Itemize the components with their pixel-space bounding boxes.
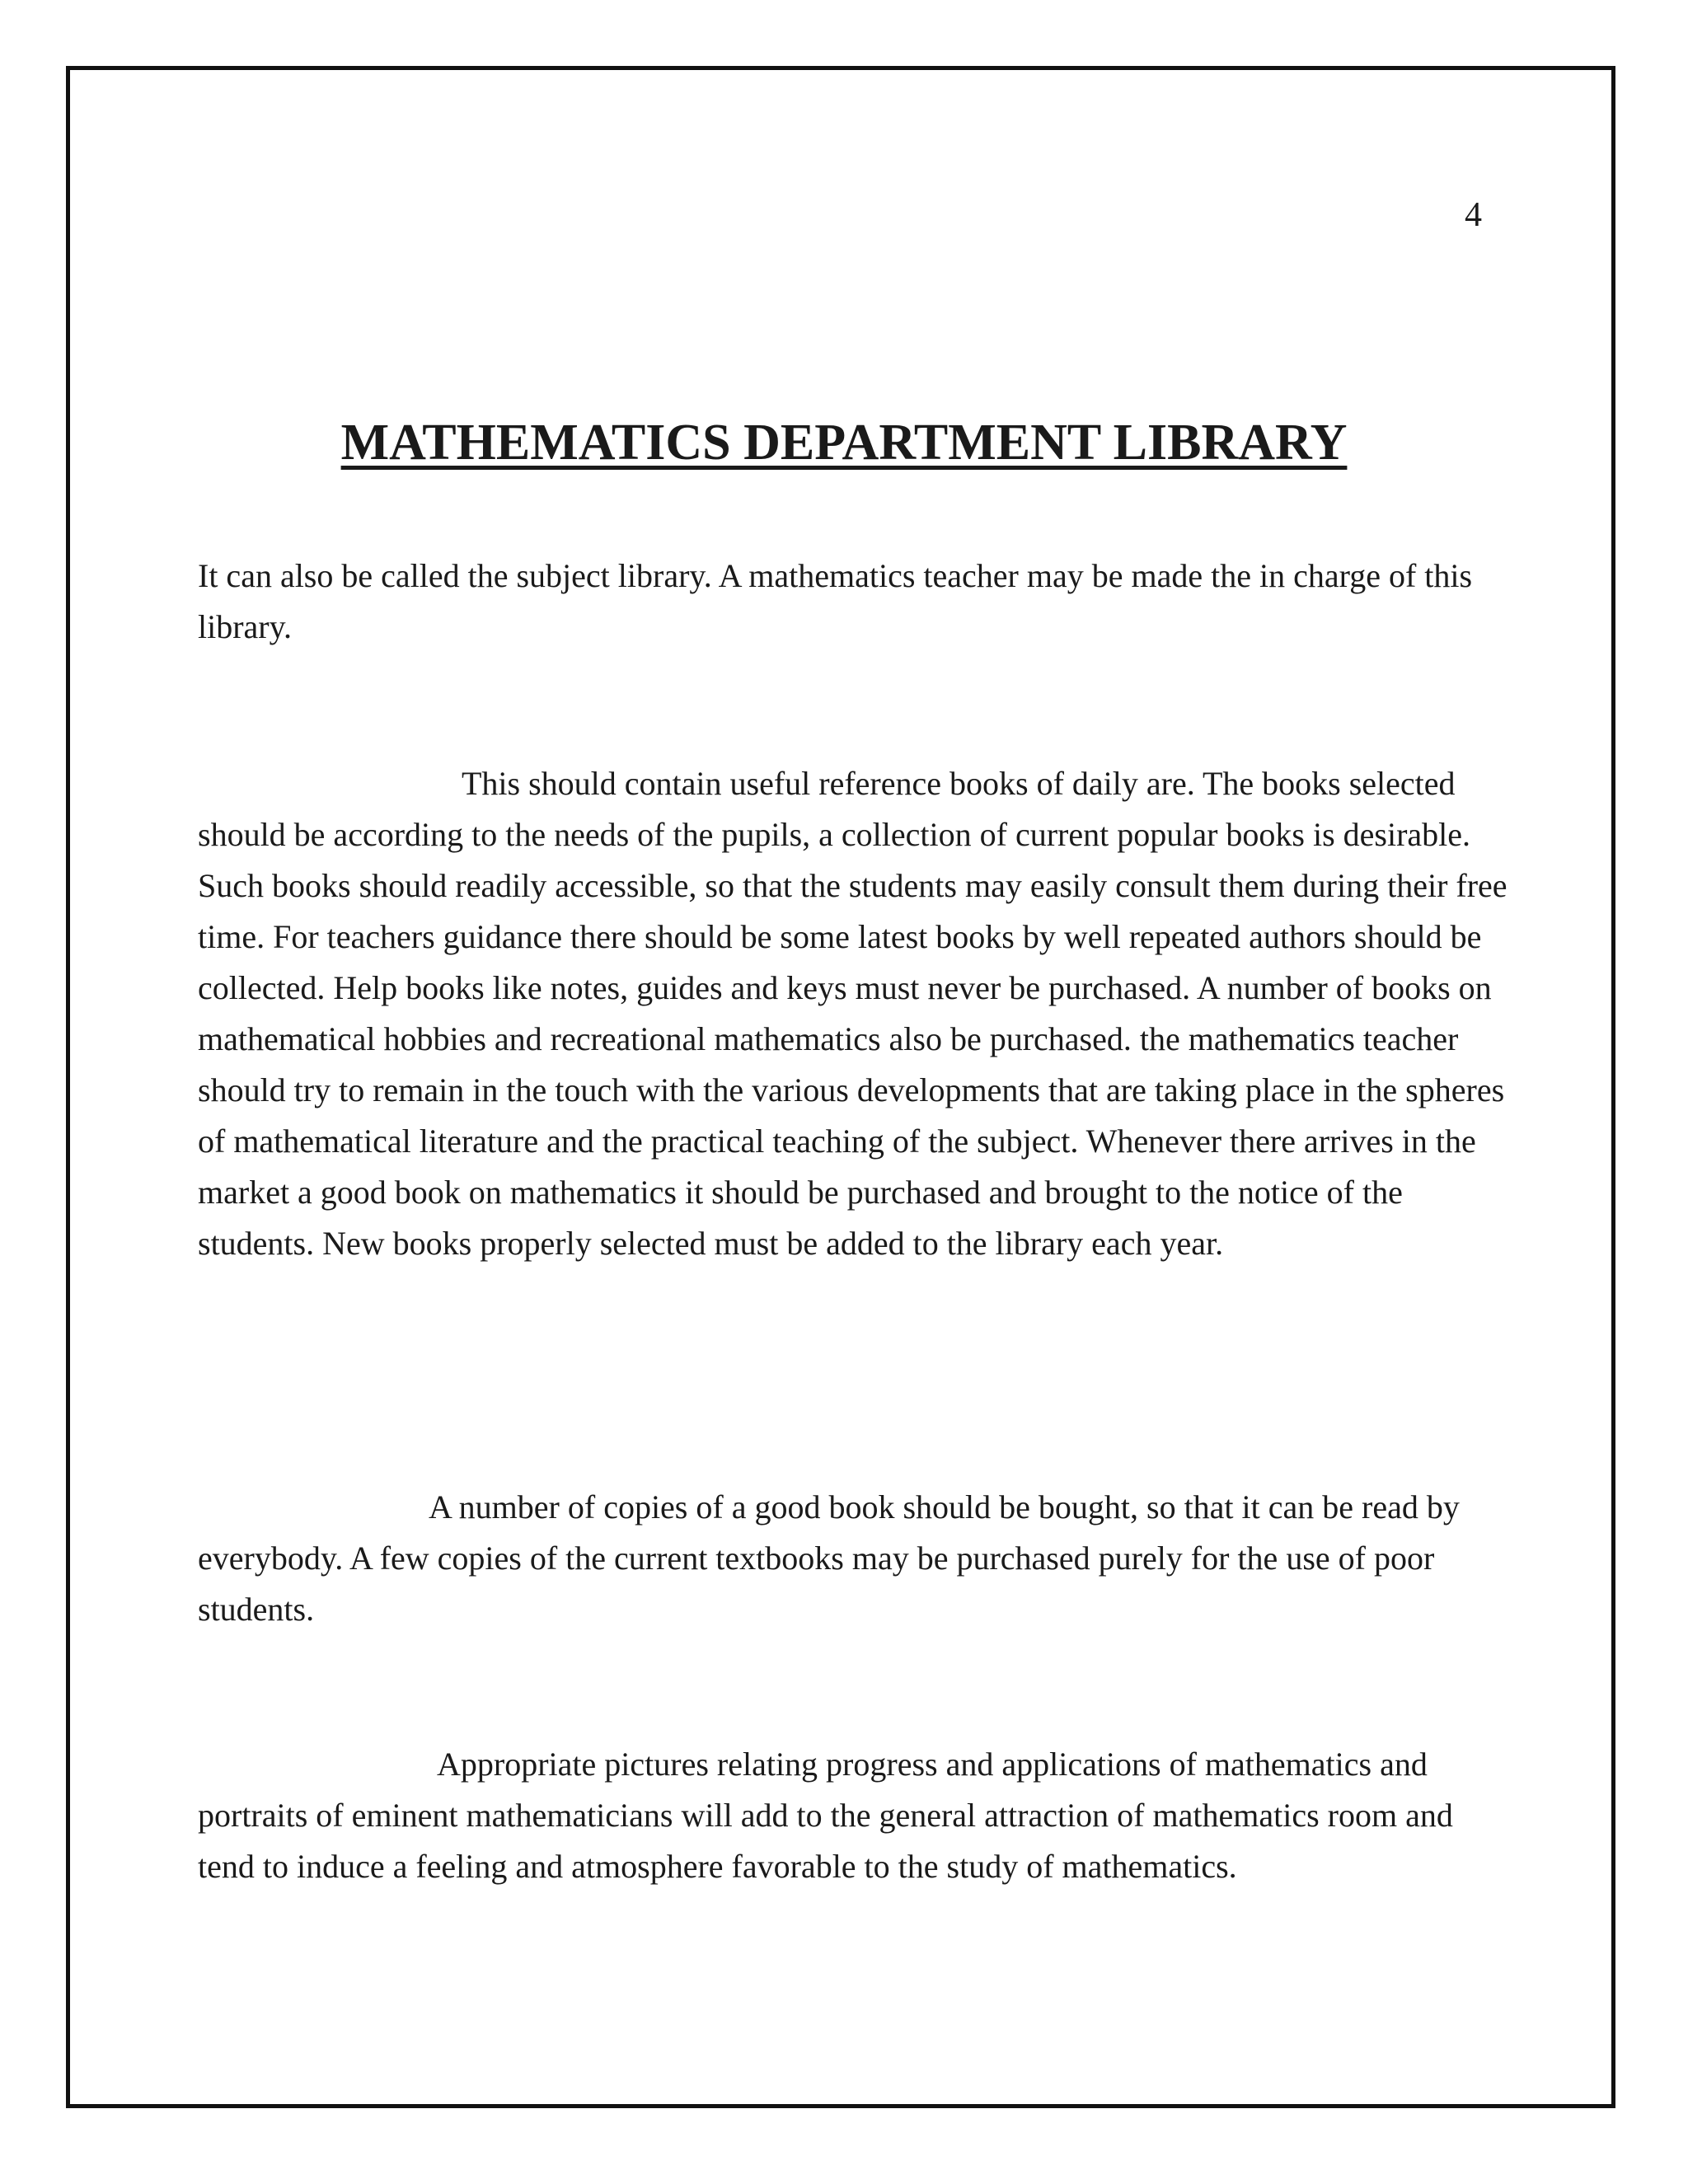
paragraph-pictures: Appropriate pictures relating progress and applications of mathematics and portraits of eminent mathematicians will add to the general attraction of mathematics room and tend to induce a feeling and atmosphere favorable to the study of mathematics. (198, 1746, 1453, 1885)
paragraph-intro: It can also be called the subject library. A mathematics teacher may be made the in charge of this library. (198, 557, 1473, 645)
paragraph-reference-books: This should contain useful reference books of daily are. The books selected should be according to the needs of the pupils, a collection of current popular books is desirable. Such books should readily accessible, so that the students may easily consult them during their free time. For teachers guidance there should be some latest books by well repeated authors should be collected. Help books like notes, guides and keys must never be purchased. A number of books on mathematical hobbies and recreational mathematics also be purchased. the mathematics teacher should try to remain in the touch with the various developments that are taking place in the spheres of mathematical literature and the practical teaching of the subject. Whenever there arrives in the market a good book on mathematics it should be purchased and brought to the notice of the students. New books properly selected must be added to the library each year. (198, 765, 1507, 1262)
page-title: MATHEMATICS DEPARTMENT LIBRARY (340, 414, 1348, 471)
page-number: 4 (1465, 196, 1482, 234)
paragraph-copies: A number of copies of a good book should be bought, so that it can be read by everybody. A few copies of the current textbooks may be purchased purely for the use of poor students. (198, 1488, 1460, 1628)
